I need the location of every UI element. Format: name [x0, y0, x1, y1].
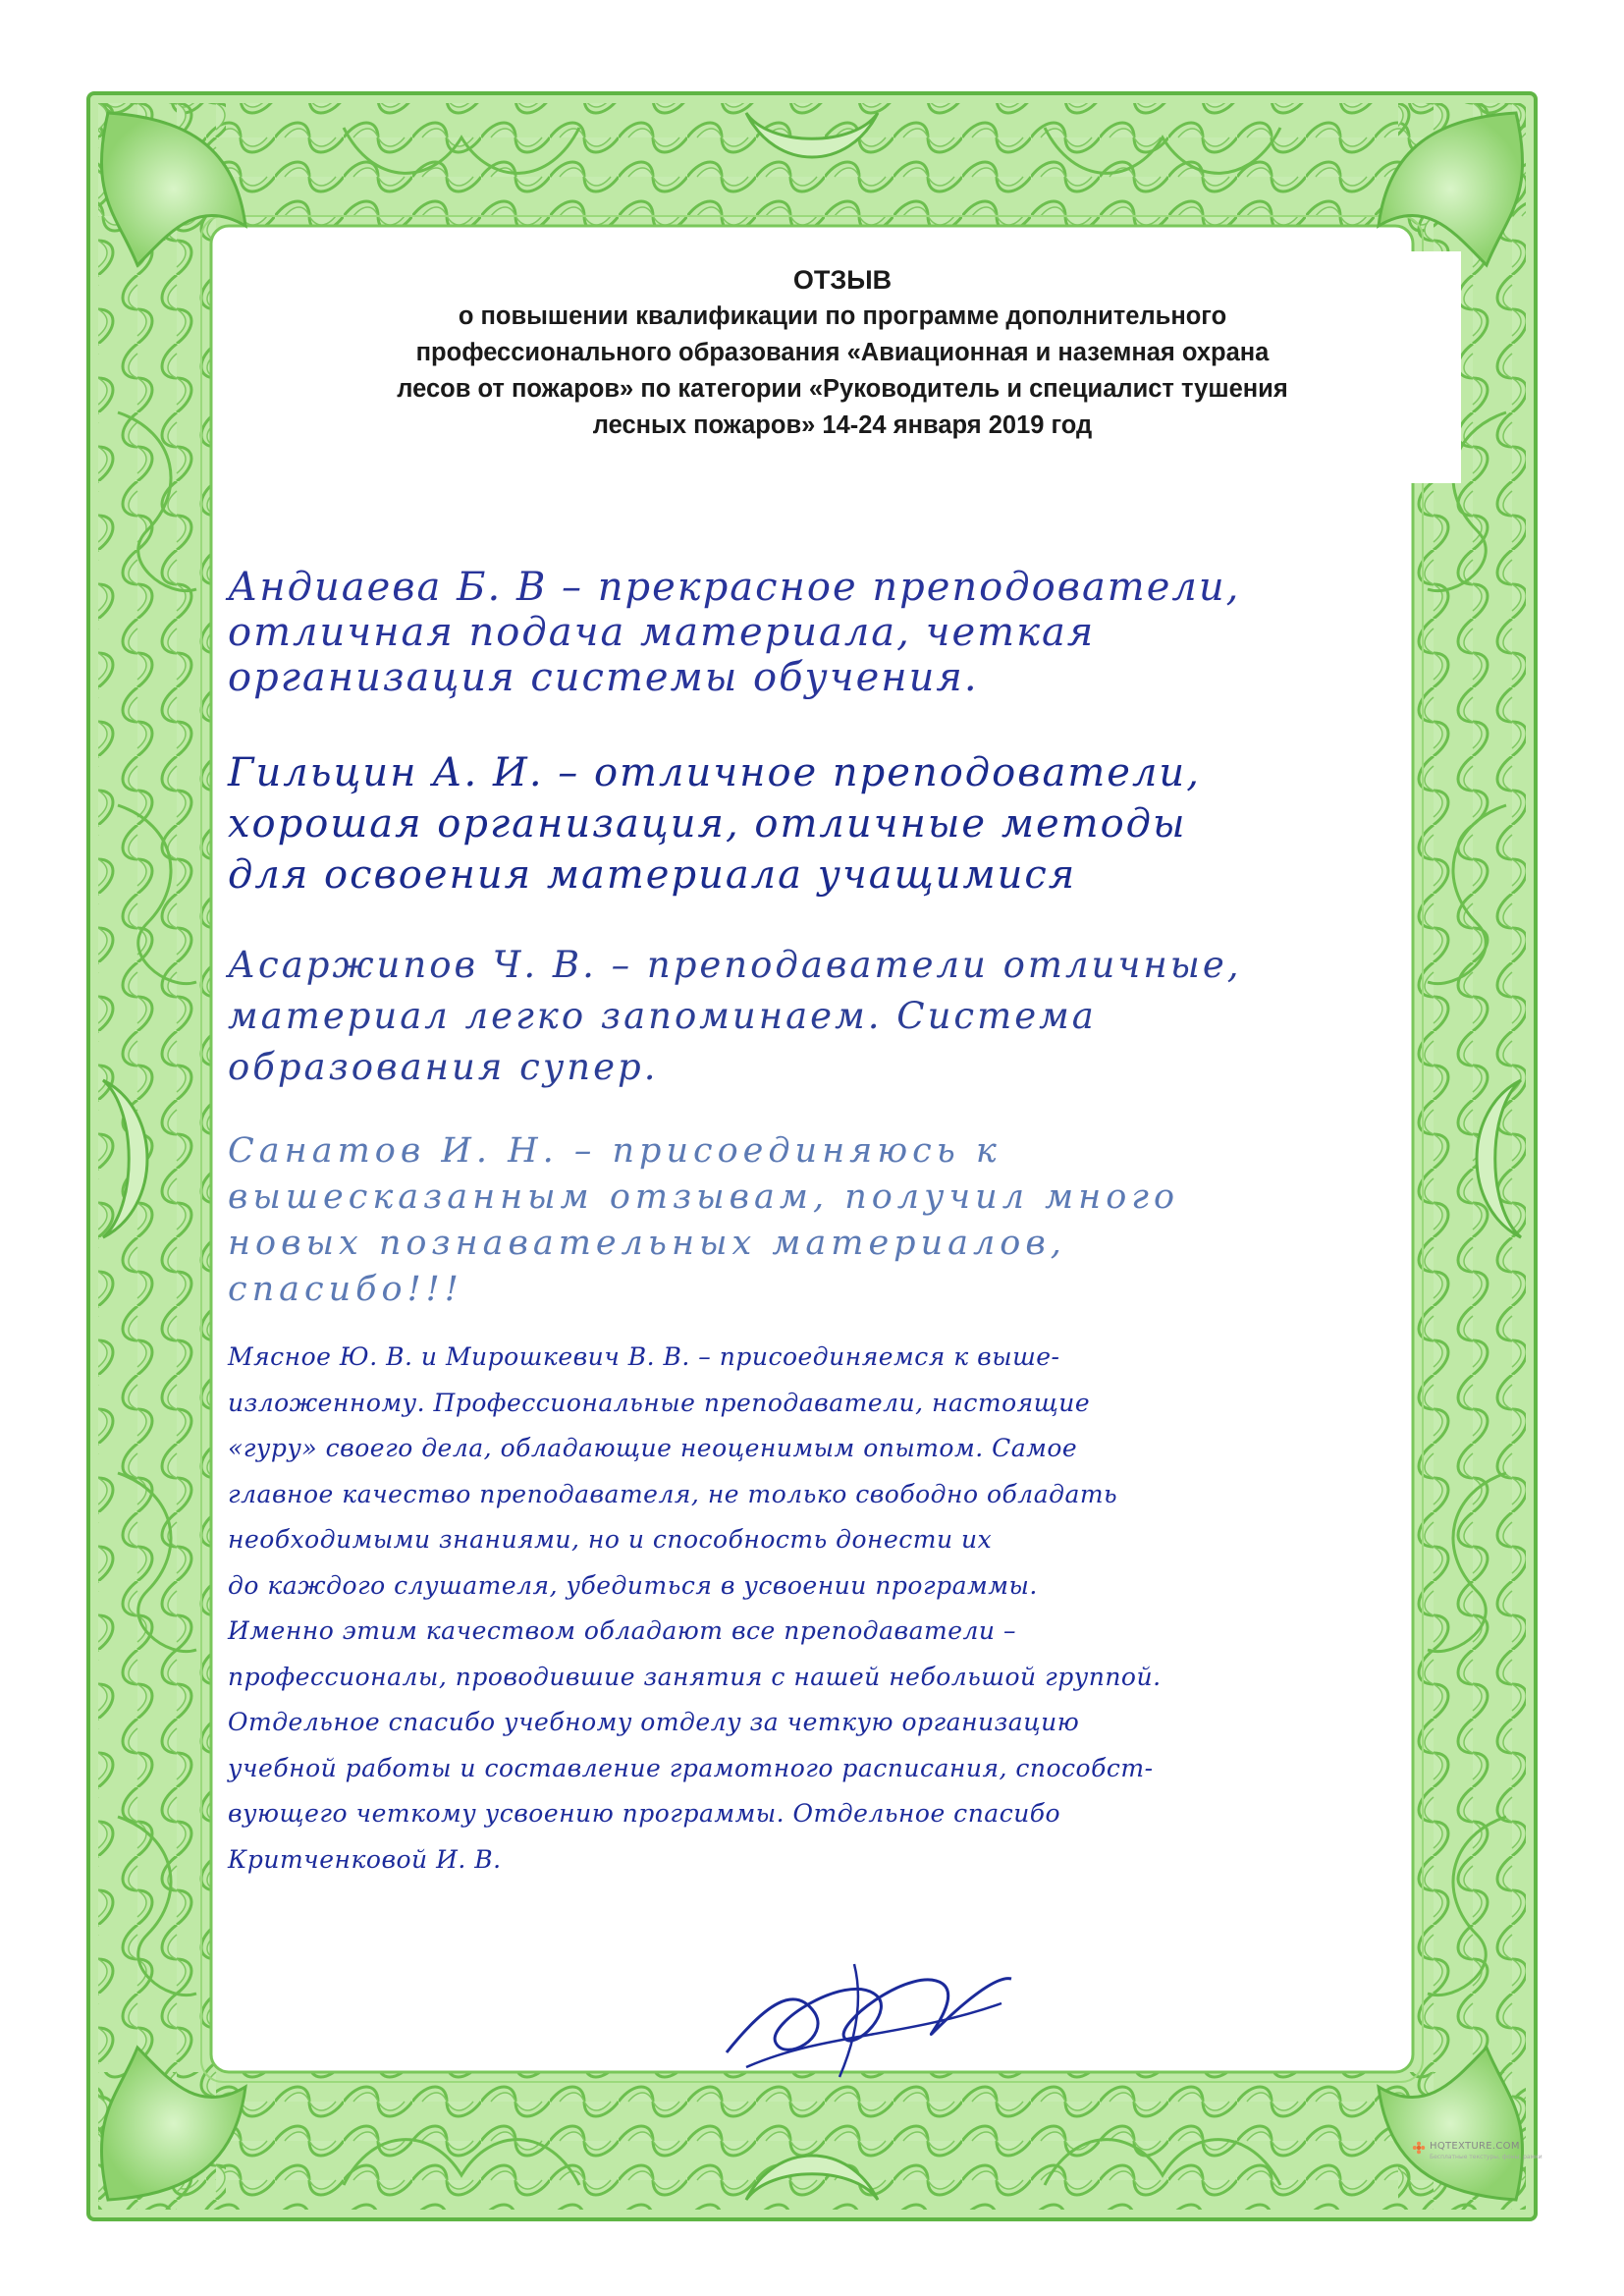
review-line: вующего четкому усвоению программы. Отдельное спасибо	[228, 1799, 1061, 1828]
subtitle-line-2: профессионального образования «Авиационная и наземная охрана	[415, 339, 1270, 366]
subtitle-line-3: лесов от пожаров» по категории «Руководитель и специалист тушения	[397, 375, 1288, 403]
review-line: Гильцин А. И. – отличное преподователи,	[228, 750, 1201, 795]
document-title: ОТЗЫВ	[792, 265, 893, 295]
signature	[707, 1944, 1031, 2082]
review-line: отличная подача материала, четкая	[228, 610, 1096, 655]
review-entry-4	[228, 1128, 1465, 1313]
review-line: учебной работы и составление грамотного расписания, способст-	[228, 1753, 1154, 1782]
review-line: необходимыми знаниями, но и способность донести их	[228, 1525, 993, 1554]
handwritten-reviews	[228, 555, 1465, 2028]
review-line: Именно этим качеством обладают все преподаватели –	[228, 1616, 1016, 1645]
review-line: «гуру» своего дела, обладающие неоценимым опытом. Самое	[228, 1434, 1078, 1462]
review-line: Критченковой И. В.	[228, 1844, 502, 1874]
review-entry-1	[228, 565, 1465, 700]
subtitle-line-1: о повышении квалификации по программе дополнительного	[458, 302, 1227, 330]
review-line: вышесказанным отзывам, получил много	[228, 1177, 1180, 1217]
subtitle-line-4: лесных пожаров» 14-24 января 2019 год	[592, 411, 1093, 439]
review-entry-2	[228, 747, 1465, 901]
review-line: новых познавательных материалов,	[228, 1224, 1066, 1263]
watermark	[1412, 2141, 1559, 2180]
review-line: организация системы обучения.	[228, 655, 979, 700]
review-line: спасибо!!!	[228, 1270, 463, 1309]
review-entry-3	[228, 940, 1465, 1093]
review-entry-5	[228, 1335, 1465, 1883]
review-line: изложенному. Профессиональные преподаватели, настоящие	[228, 1388, 1091, 1417]
review-line: Андиаева Б. В – прекрасное преподователи,	[228, 565, 1241, 610]
header-box	[224, 251, 1461, 483]
review-line: образования супер.	[228, 1046, 659, 1088]
review-line: профессионалы, проводившие занятия с нашей небольшой группой.	[228, 1662, 1162, 1691]
review-line: хорошая организация, отличные методы	[228, 801, 1187, 847]
review-line: для освоения материала учащимися	[228, 852, 1077, 898]
review-line: Мясное Ю. В. и Мирошкевич В. В. – присоединяемся к выше-	[228, 1342, 1060, 1371]
review-line: до каждого слушателя, убедиться в усвоении программы.	[228, 1570, 1038, 1600]
review-line: материал легко запоминаем. Система	[228, 995, 1097, 1037]
review-line: Отдельное спасибо учебному отделу за четкую организацию	[228, 1708, 1080, 1736]
review-line: Санатов И. Н. – присоединяюсь к	[228, 1131, 1001, 1171]
review-line: главное качество преподавателя, не только свободно обладать	[228, 1479, 1118, 1508]
watermark-subtext: Бесплатные текстуры, фоны, рамки	[1430, 2154, 1543, 2160]
review-line: Асаржипов Ч. В. – преподаватели отличные,	[228, 944, 1242, 986]
flower-icon	[1412, 2141, 1426, 2155]
watermark-text: HQTEXTURE.COM	[1430, 2141, 1520, 2152]
